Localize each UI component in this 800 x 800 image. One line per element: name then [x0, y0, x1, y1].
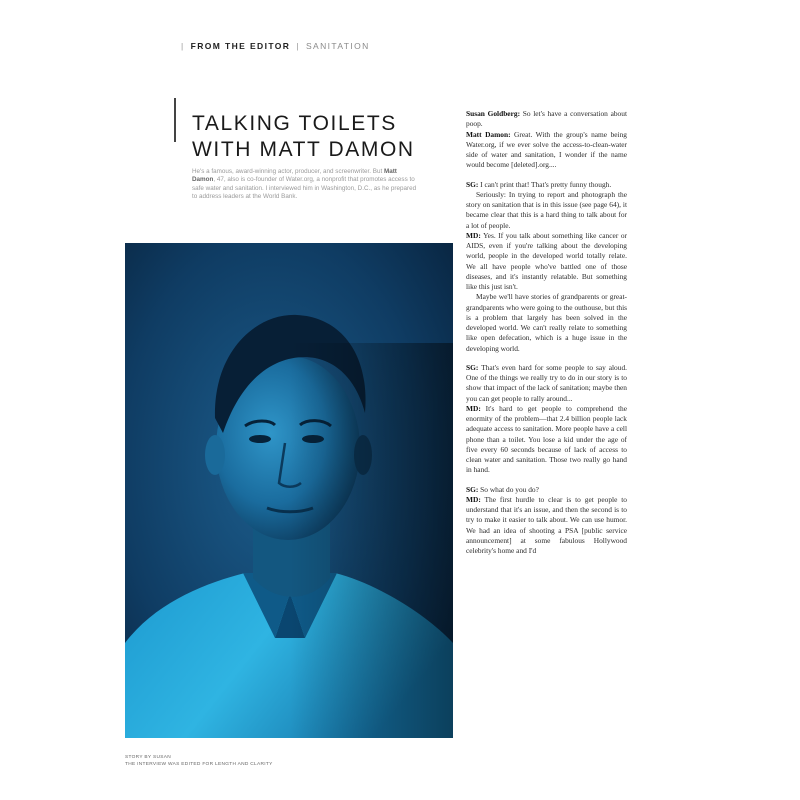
credit-line-1: STORY BY SUSAN: [125, 755, 171, 760]
paragraph-text: Seriously: In trying to report and photograph the story on sanitation that is in this issue (see page 64), it became clear that this is a hard thing to talk about for a lot of people.: [466, 189, 627, 230]
interview-paragraph: [466, 190, 627, 231]
dek-text-2: , 47, also is co-founder of Water.org, a nonprofit that promotes access to safe water and sanitation. I interviewed him in Washington, D.C., as he prepared to address leaders at the World Bank.: [192, 176, 417, 201]
paragraph-text: I can't print that! That's pretty funny though.: [478, 179, 612, 189]
title-line-1: TALKING TOILETS: [192, 112, 397, 136]
paragraph-text: Maybe we'll have stories of grandparents or great-grandparents who were going to the outhouse, but this is a problem that largely has been solved in the developed world. We can't really relate to something like open defecation, which is a huge issue in the developing world.: [466, 292, 627, 353]
interview-paragraph: [466, 231, 627, 293]
speaker-label: SG:: [466, 179, 479, 189]
header-divider: |: [181, 41, 185, 51]
interview-paragraph: [466, 109, 627, 130]
portrait-photo: [125, 243, 453, 738]
header-kicker: FROM THE EDITOR: [190, 41, 291, 51]
speaker-label: SG:: [466, 362, 479, 372]
speaker-label: MD:: [466, 230, 481, 240]
page-header: [175, 41, 370, 51]
paragraph-text: It's hard to get people to comprehend the enormity of the problem—that 2.4 billion people lack adequate access to sanitation. More people have a cell phone than a toilet. You lose a kid under the age of five every 60 seconds because of lack of access to clean water and sanitation. Those two really go hand in hand.: [466, 403, 627, 475]
paragraph-text: So what do you do?: [478, 484, 539, 494]
interview-column: [466, 109, 627, 556]
interview-paragraph: [466, 180, 627, 190]
interview-paragraph: [466, 404, 627, 476]
paragraph-text: The first hurdle to clear is to get people to understand that it's an issue, and then the second is to try to make it easier to talk about. We can use humor. We had an idea of shooting a PSA [public service announcement] at some fabulous Hollywood celebrity's home and I'd: [466, 494, 627, 555]
portrait-illustration: [125, 243, 453, 738]
interview-paragraph: [466, 363, 627, 404]
paragraph-text: Yes. If you talk about something like cancer or AIDS, even if you're talking about the developing world, people in the developed world totally relate. We all have people who've battled one of those diseases, and it's instantly relatable. But something like this just isn't.: [466, 230, 627, 291]
credit-line-2: THE INTERVIEW WAS EDITED FOR LENGTH AND CLARITY: [125, 761, 273, 767]
interview-paragraph: [466, 485, 627, 495]
title-line-2: WITH MATT DAMON: [192, 138, 415, 162]
interview-paragraph: [466, 292, 627, 354]
speaker-label: Susan Goldberg:: [466, 109, 521, 118]
speaker-label: MD:: [466, 494, 481, 504]
speaker-label: SG:: [466, 484, 479, 494]
title-rule: [174, 98, 176, 142]
article-title: [192, 111, 415, 163]
interview-paragraph: [466, 495, 627, 557]
paragraph-text: Great. With the group's name being Water.org, if we ever solve the access-to-clean-water side of water and sanitation, I wonder if the name would become [deleted].org....: [466, 129, 627, 170]
paragraph-text: So let's have a conversation about poop.: [466, 109, 627, 129]
speaker-label: Matt Damon:: [466, 129, 511, 139]
header-divider: |: [296, 41, 300, 51]
dek-name: Matt Damon: [192, 168, 397, 184]
speaker-label: MD:: [466, 403, 481, 413]
photo-credit: [125, 755, 273, 768]
article-dek: [192, 168, 417, 202]
interview-paragraph: [466, 130, 627, 171]
paragraph-text: That's even hard for some people to say aloud. One of the things we really try to do in our story is to show that impact of the lack of sanitation; maybe then you can get people to rally around...: [466, 362, 627, 403]
dek-text-1: He's a famous, award-winning actor, producer, and screenwriter. But: [192, 168, 384, 175]
header-section: SANITATION: [305, 41, 370, 51]
